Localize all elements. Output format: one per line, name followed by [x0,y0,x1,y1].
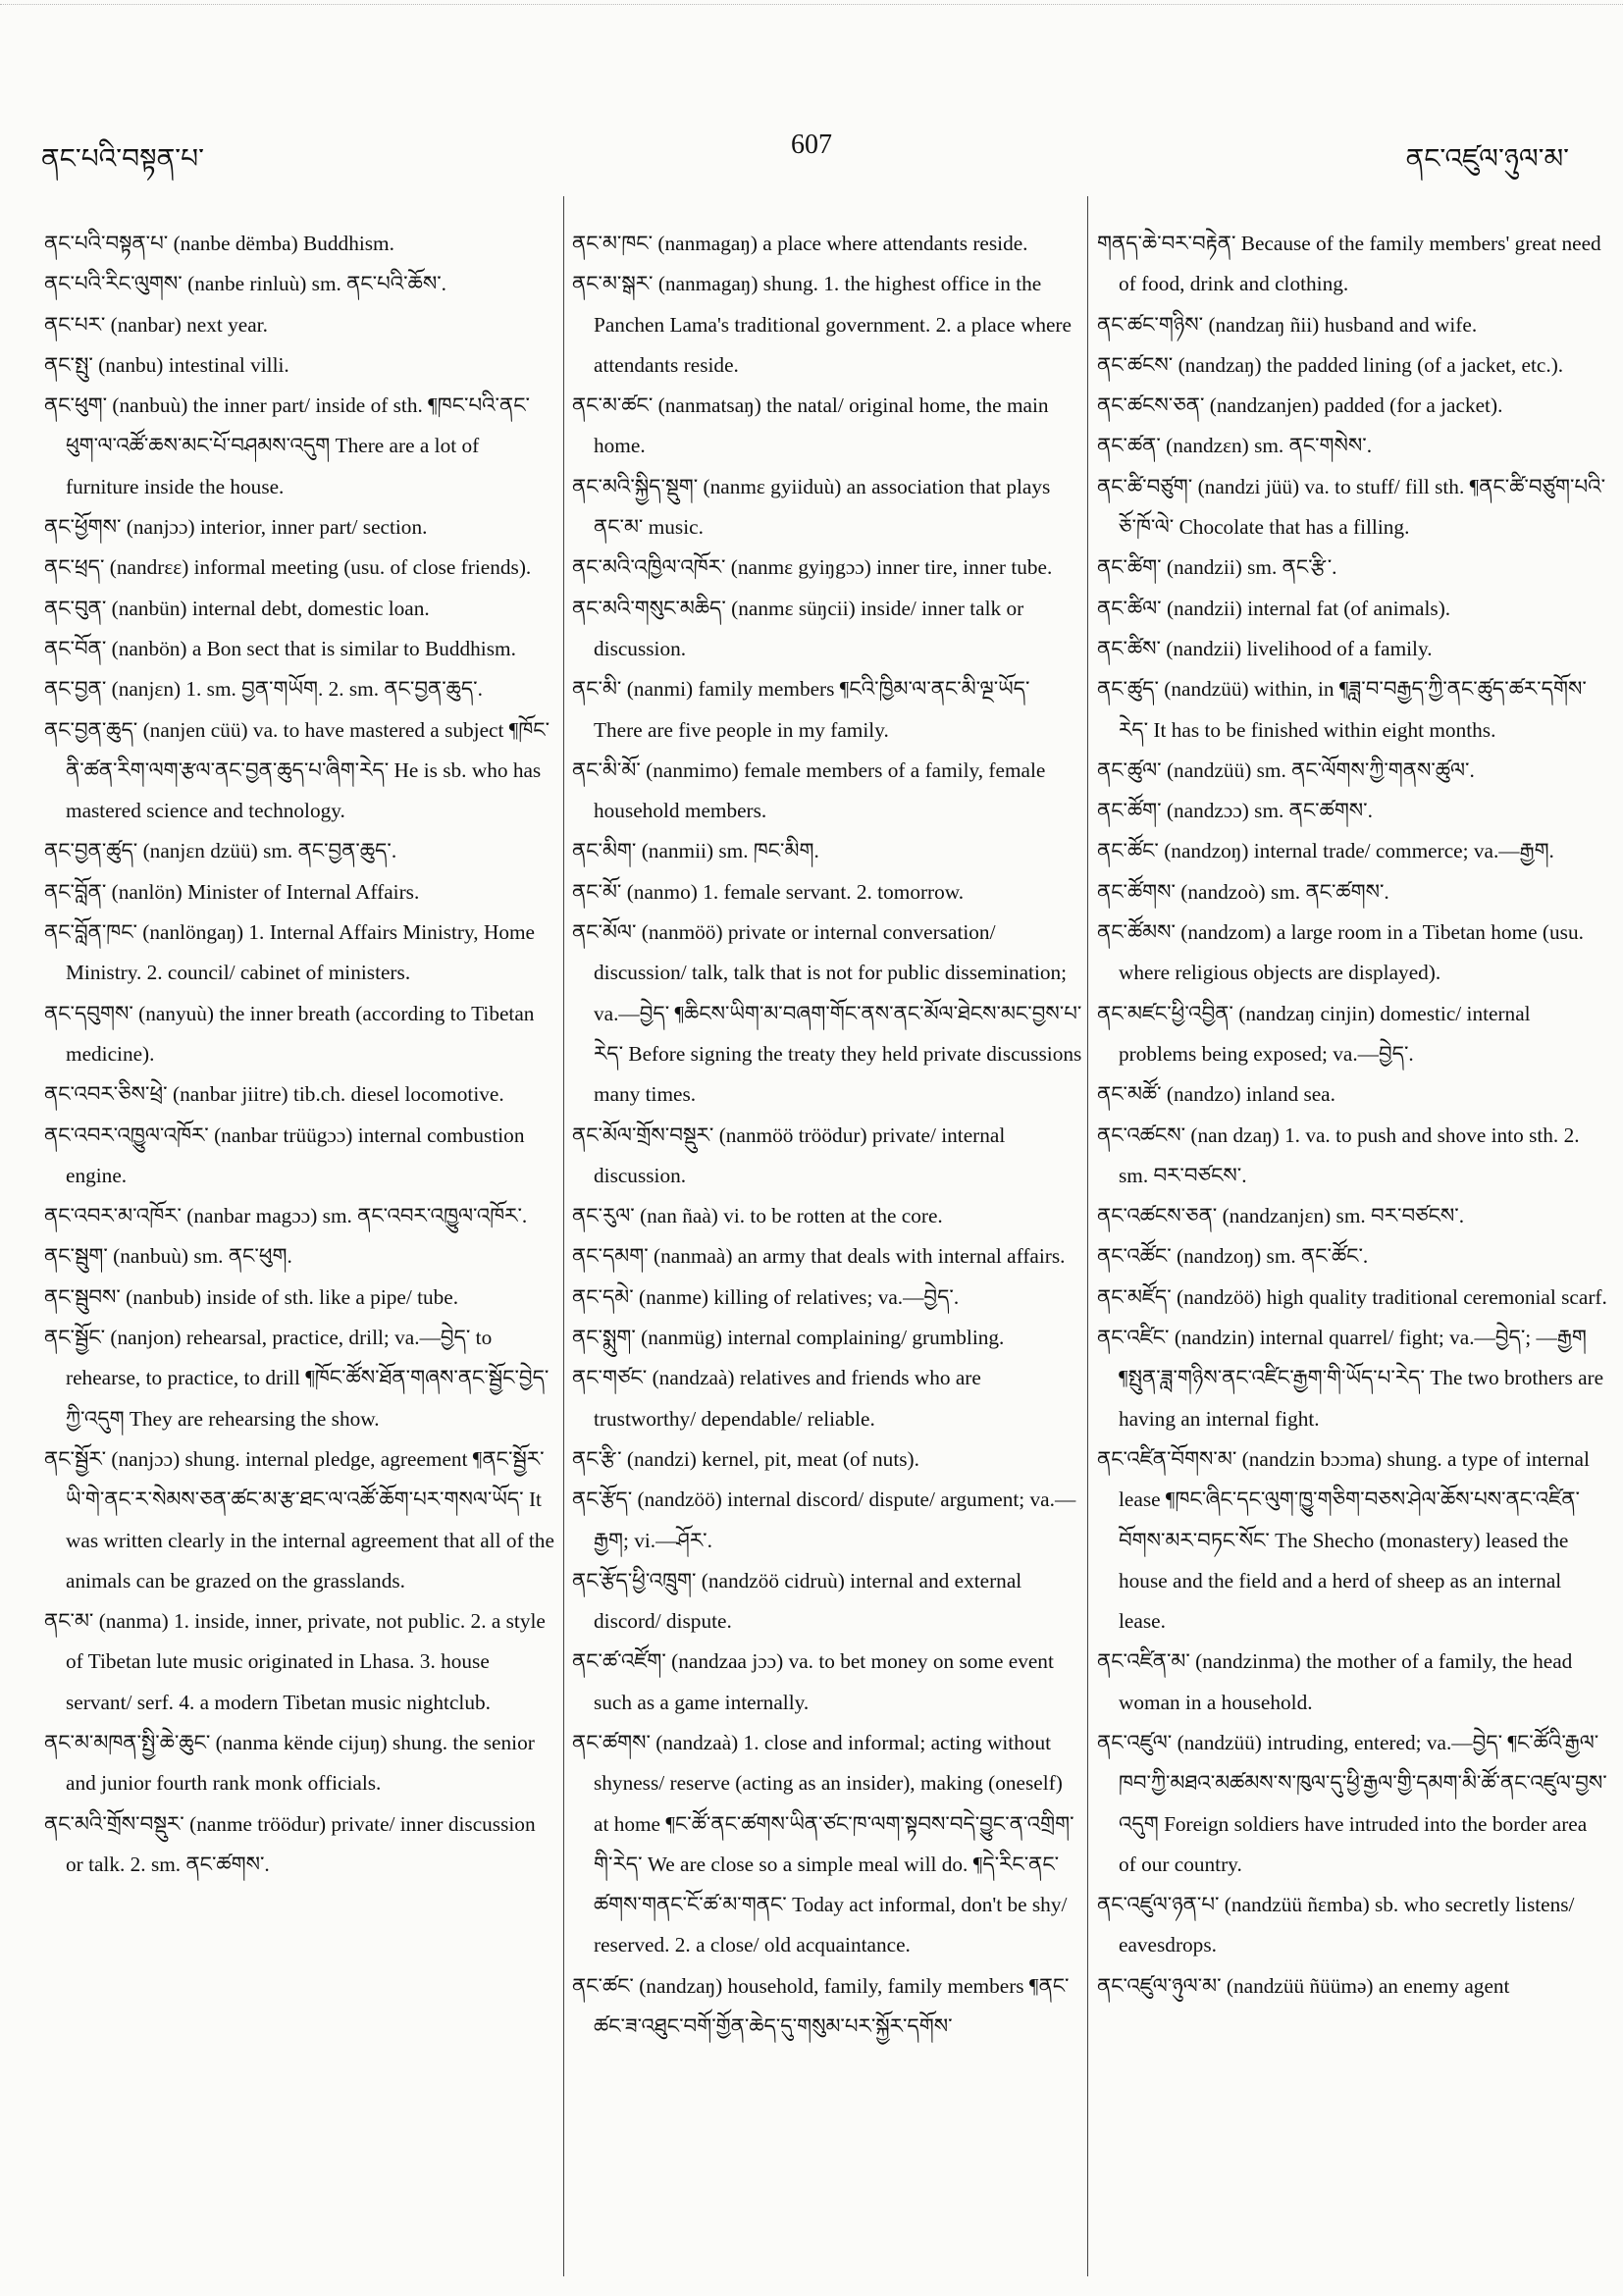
dictionary-entry: ནང་རུལ་ (nan ñaà) vi. to be rotten at the core. [572,1204,943,1228]
dictionary-entry: ནང་ཕུག་ (nanbuù) the inner part/ inside of sth. ¶ཁང་པའི་ནང་ཕུག་ལ་འཚོ་ཆས་མང་པོ་བཤམས་འདུག There are a lot of furniture inside the house. [44,393,530,498]
dictionary-entry: ནང་དམག་ (nanmaà) an army that deals with internal affairs. [572,1244,1066,1269]
dictionary-entry: ནང་རྩི་ (nandzi) kernel, pit, meat (of nuts). [572,1446,919,1471]
dictionary-entry: ནང་གཙང་ (nandzaà) relatives and friends who are trustworthy/ dependable/ reliable. [572,1366,981,1431]
dictionary-entry: ནང་བློན་ (nanlön) Minister of Internal Affairs. [44,879,420,904]
dictionary-entry: ནང་སྦུབས་ (nanbub) inside of sth. like a pipe/ tube. [44,1284,459,1309]
dictionary-entry: ནང་འཛུལ་ཉུལ་མ་ (nandzüü ñüümə) an enemy agent [1097,1973,1510,1998]
dictionary-entry: ནང་ཚུད་ (nandzüü) within, in ¶ཟླ་བ་བརྒྱད་ཀྱི་ནང་ཚུད་ཚར་དགོས་རེད་ It has to be finished within eight months. [1097,677,1587,742]
dictionary-entry: ནང་མ་སྒར་ (nanmagaŋ) shung. 1. the highest office in the Panchen Lama's traditional government. 2. a place where attendants reside. [572,272,1072,377]
dictionary-entry: ནང་ཚུལ་ (nandzüü) sm. ནང་ལོགས་ཀྱི་གནས་ཚུལ་. [1097,757,1475,782]
dictionary-entry: ནང་བྱན་ཆུད་ (nanjen cüü) va. to have mastered a subject ¶ཁོང་ནི་ཚན་རིག་ལག་རྩལ་ནང་བྱན་ཆུད་པ་ཞིག་རེད་ He is sb. who has mastered science and technology. [44,717,550,823]
dictionary-entry: ནང་ཚངས་ (nandzaŋ) the padded lining (of a jacket, etc.). [1097,352,1564,377]
dictionary-entry: ནང་པར་ (nanbar) next year. [44,312,268,337]
dictionary-entry: ནང་ཚོགས་ (nandzoò) sm. ནང་ཚགས་. [1097,879,1389,904]
dictionary-entry: ནང་ཚི་བཙུག་ (nandzi jüü) va. to stuff/ fill sth. ¶ནང་ཚི་བཙུག་པའི་ཅོ་ཁོ་ལེ་ Chocolate that has a filling. [1097,474,1606,540]
page-number: 607 [791,130,832,160]
dictionary-entry: ནང་འབར་མ་འཁོར་ (nanbar magɔɔ) sm. ནང་འབར་འཁྱུལ་འཁོར་. [44,1204,528,1228]
dictionary-entry: ནང་མ་ཁང་ (nanmagaŋ) a place where attendants reside. [572,232,1028,255]
dictionary-entry: ནང་རྩོད་ (nandzöö) internal discord/ dispute/ argument; va.—རྒྱག; vi.—ཤོར་. [572,1487,1076,1552]
dictionary-entry: ནང་ཚགས་ (nandzaà) 1. close and informal; acting without shyness/ reserve (acting as an insider), making (oneself) at home ¶ང་ཚོ་ནང་ཚགས་ཡིན་ཙང་ཁ་ལག་སྟབས་བདེ་བྱུང་ན་འགྲིག་གི་རེད་ We are close so a simple meal will do. ¶དེ་རིང་ནང་ཚགས་གནང་ངོ་ཚ་མ་གནང་ Today act informal, don't be shy/ reserved. 2. a close/ old acquaintance. [572,1730,1074,1957]
running-head-left: ནང་པའི་བསྟན་པ་ [41,144,205,175]
dictionary-entry: གནད་ཆེ་བར་བརྟེན་ Because of the family members' great need of food, drink and clothing. [1097,232,1601,296]
dictionary-entry: ནང་ཚོང་ (nandzoŋ) internal trade/ commerce; va.—རྒྱག. [1097,839,1554,863]
column-2 [572,224,1082,2284]
dictionary-entry: ནང་ཕྲད་ (nandrεε) informal meeting (usu. of close friends). [44,555,532,580]
dictionary-entry: ནང་མོལ་གྲོས་བསྡུར་ (nanmöö tröödur) private/ internal discussion. [572,1122,1006,1187]
column-3 [1097,224,1607,2284]
dictionary-entry: ནང་འཛིན་མ་ (nandzinma) the mother of a family, the head woman in a household. [1097,1649,1573,1714]
dictionary-entry: ནང་བུན་ (nanbün) internal debt, domestic loan. [44,596,430,620]
dictionary-entry: ནང་མའི་གསུང་མཆིད་ (nanmε süŋcii) inside/ inner talk or discussion. [572,596,1024,660]
dictionary-entry: ནང་བོན་ (nanbön) a Bon sect that is similar to Buddhism. [44,636,516,660]
dictionary-entry: ནང་ཚན་ (nandzεn) sm. ནང་གསེས་. [1097,434,1373,458]
dictionary-entry: ནང་ཚོག་ (nandzɔɔ) sm. ནང་ཚགས་. [1097,799,1373,823]
dictionary-entry: ནང་མཛང་ཕྱི་འབྱིན་ (nandzaŋ cinjin) domestic/ internal problems being exposed; va.—བྱེད་. [1097,1001,1531,1066]
column-1 [44,224,554,2284]
dictionary-entry: ནང་ཚིལ་ (nandzii) internal fat (of animals). [1097,596,1451,620]
dictionary-entry: ནང་སྦྱོར་ (nanjɔɔ) shung. internal pledge, agreement ¶ནང་སྦྱོར་ཡི་གེ་ནང་ར་སེམས་ཅན་ཚང་མ་རྩ་ཐང་ལ་འཚོ་ཆོག་པར་གསལ་ཡོད་ It was written clearly in the internal agreement that all of the animals can be grazed on the grasslands. [44,1446,554,1592]
dictionary-entry: ནང་མའི་སྐྱིད་སྡུག་ (nanmε gyiiduù) an association that plays ནང་མ་ music. [572,474,1051,540]
dictionary-entry: ནང་འཚངས་ཅན་ (nandzanjεn) sm. བར་བཙངས་. [1097,1204,1465,1228]
dictionary-entry: ནང་པའི་རིང་ལུགས་ (nanbe rinluù) sm. ནང་པའི་ཆོས་. [44,272,446,296]
dictionary-entry: ནང་མི་མོ་ (nanmimo) female members of a family, female household members. [572,757,1046,823]
dictionary-entry: ནང་ཚངས་ཅན་ (nandzanjen) padded (for a jacket). [1097,393,1503,418]
dictionary-entry: ནང་འཛིང་ (nandzin) internal quarrel/ fight; va.—བྱེད་; —རྒྱག ¶སྤུན་ཟླ་གཉིས་ནང་འཛིང་རྒྱག་གི་ཡོད་པ་རེད་ The two brothers are having an internal fight. [1097,1326,1604,1431]
dictionary-entry: ནང་མ་མཁན་སྤྱི་ཆེ་ཆུང་ (nanma kënde cijuŋ) shung. the senior and junior fourth rank monk officials. [44,1730,535,1796]
dictionary-entry: ནང་བྱན་ (nanjεn) 1. sm. བྱན་གཡོག. 2. sm. ནང་བྱན་ཆུད་. [44,677,483,702]
dictionary-entry: ནང་སྤུ་ (nanbu) intestinal villi. [44,352,289,377]
dictionary-entry: ནང་ཚ་འཛོག་ (nandzaa jɔɔ) va. to bet money on some event such as a game internally. [572,1649,1054,1714]
dictionary-entry: ནང་ཚང་གཉིས་ (nandzaŋ ñii) husband and wife. [1097,312,1478,337]
dictionary-entry: ནང་མིག་ (nanmii) sm. ཁང་མིག. [572,839,819,863]
dictionary-entry: ནང་སྨུག་ (nanmüg) internal complaining/ grumbling. [572,1326,1005,1350]
dictionary-entry: ནང་བྱན་ཚུད་ (nanjεn dzüü) sm. ནང་བྱན་ཆུད་. [44,839,397,863]
dictionary-entry: ནང་ཚིག་ (nandzii) sm. ནང་རྩི་. [1097,555,1337,580]
dictionary-entry: ནང་མ་ཚང་ (nanmatsaŋ) the natal/ original home, the main home. [572,393,1049,458]
dictionary-entry: ནང་འཚངས་ (nan dzaŋ) 1. va. to push and shove into sth. 2. sm. བར་བཙངས་. [1097,1122,1580,1187]
scan-top-edge [0,4,1623,5]
dictionary-entry: ནང་འབར་ཅིས་ཕྲེ་ (nanbar jiitre) tib.ch. diesel locomotive. [44,1082,504,1107]
column-divider [1087,196,1088,2276]
dictionary-entry: ནང་སྦུག་ (nanbuù) sm. ནང་ཕུག. [44,1244,292,1269]
column-divider [563,196,564,2276]
dictionary-entry: ནང་མའི་གྲོས་བསྡུར་ (nanme tröödur) private/ inner discussion or talk. 2. sm. ནང་ཚགས་. [44,1811,536,1876]
dictionary-entry: ནང་དབུགས་ (nanyuù) the inner breath (according to Tibetan medicine). [44,1001,535,1066]
dictionary-entry: ནང་ཚོམས་ (nandzom) a large room in a Tibetan home (usu. where religious objects are displayed). [1097,920,1584,985]
dictionary-entry: ནང་སྦྱོང་ (nanjon) rehearsal, practice, drill; va.—བྱེད་ to rehearse, to practice, to drill ¶ཁོང་ཚོས་ཐོན་གཞས་ནང་སྦྱོང་བྱེད་ཀྱི་འདུག They are rehearsing the show. [44,1326,550,1431]
dictionary-entry: ནང་འཛུལ་ཉན་པ་ (nandzüü ñεmba) sb. who secretly listens/ eavesdrops. [1097,1893,1575,1957]
dictionary-entry: ནང་མི་ (nanmi) family members ¶ངའི་ཁྱིམ་ལ་ནང་མི་ལྔ་ཡོད་ There are five people in my family. [572,677,1030,742]
dictionary-entry: ནང་མཛོད་ (nandzöö) high quality traditional ceremonial scarf. [1097,1284,1607,1309]
dictionary-entry: ནང་པའི་བསྟན་པ་ (nanbe dëmba) Buddhism. [44,232,394,255]
dictionary-entry: ནང་འཛིན་བོགས་མ་ (nandzin bɔɔma) shung. a type of internal lease ¶ཁང་ཞིང་དང་ལུག་ཁྱུ་གཅིག་བཅས་ཤེལ་ཆོས་པས་ནང་འཛིན་བོགས་མར་བཏང་སོང་ The Shecho (monastery) leased the house and the field and a herd of sheep as an internal lease. [1097,1446,1590,1634]
dictionary-entry: ནང་མོ་ (nanmo) 1. female servant. 2. tomorrow. [572,879,965,904]
dictionary-entry: ནང་དམེ་ (nanme) killing of relatives; va.—བྱེད་. [572,1284,960,1309]
running-head-right: ནང་འཛུལ་ཉུལ་མ་ [1405,144,1569,175]
dictionary-entry: ནང་ཕྱོགས་ (nanjɔɔ) interior, inner part/ section. [44,515,428,540]
dictionary-entry: ནང་མཚོ་ (nandzo) inland sea. [1097,1082,1335,1107]
dictionary-entry: ནང་བློན་ཁང་ (nanlöngaŋ) 1. Internal Affairs Ministry, Home Ministry. 2. council/ cabinet of ministers. [44,920,535,985]
dictionary-entry: ནང་འཚོང་ (nandzoŋ) sm. ནང་ཚོང་. [1097,1244,1369,1269]
dictionary-entry: ནང་རྩོད་ཕྱི་འཁྲུག་ (nandzöö cidruù) internal and external discord/ dispute. [572,1568,1022,1634]
dictionary-entry: ནང་ཚིས་ (nandzii) livelihood of a family. [1097,636,1433,660]
dictionary-entry: ནང་ཚང་ (nandzaŋ) household, family, family members ¶ནང་ཚང་ཟ་འཐུང་བགོ་གྱོན་ཆེད་དུ་གསུམ་པར་སྐྱོར་དགོས་ [572,1973,1070,2039]
dictionary-entry: ནང་འཛུལ་ (nandzüü) intruding, entered; va.—བྱེད་ ¶ང་ཚོའི་རྒྱལ་ཁབ་ཀྱི་མཐའ་མཚམས་ས་ཁུལ་དུ་ཕྱི་རྒྱལ་གྱི་དམག་མི་ཚོ་ནང་འཛུལ་བྱས་འདུག Foreign soldiers have intruded into the border area of our country. [1097,1730,1607,1876]
dictionary-entry: ནང་འབར་འཁྱུལ་འཁོར་ (nanbar trüügɔɔ) internal combustion engine. [44,1122,525,1187]
dictionary-entry: ནང་མ་ (nanma) 1. inside, inner, private, not public. 2. a style of Tibetan lute music originated in Lhasa. 3. house servant/ serf. 4. a modern Tibetan music nightclub. [44,1609,546,1714]
dictionary-entry: ནང་མོལ་ (nanmöö) private or internal conversation/ discussion/ talk, talk that is not for public dissemination; va.—བྱེད་ ¶ཆིངས་ཡིག་མ་བཞག་གོང་ནས་ནང་མོལ་ཐེངས་མང་བྱས་པ་རེད་ Before signing the treaty they held private discussions many times. [572,920,1082,1107]
dictionary-entry: ནང་མའི་འཁྱིལ་འཁོར་ (nanmε gyiŋgɔɔ) inner tire, inner tube. [572,555,1053,580]
